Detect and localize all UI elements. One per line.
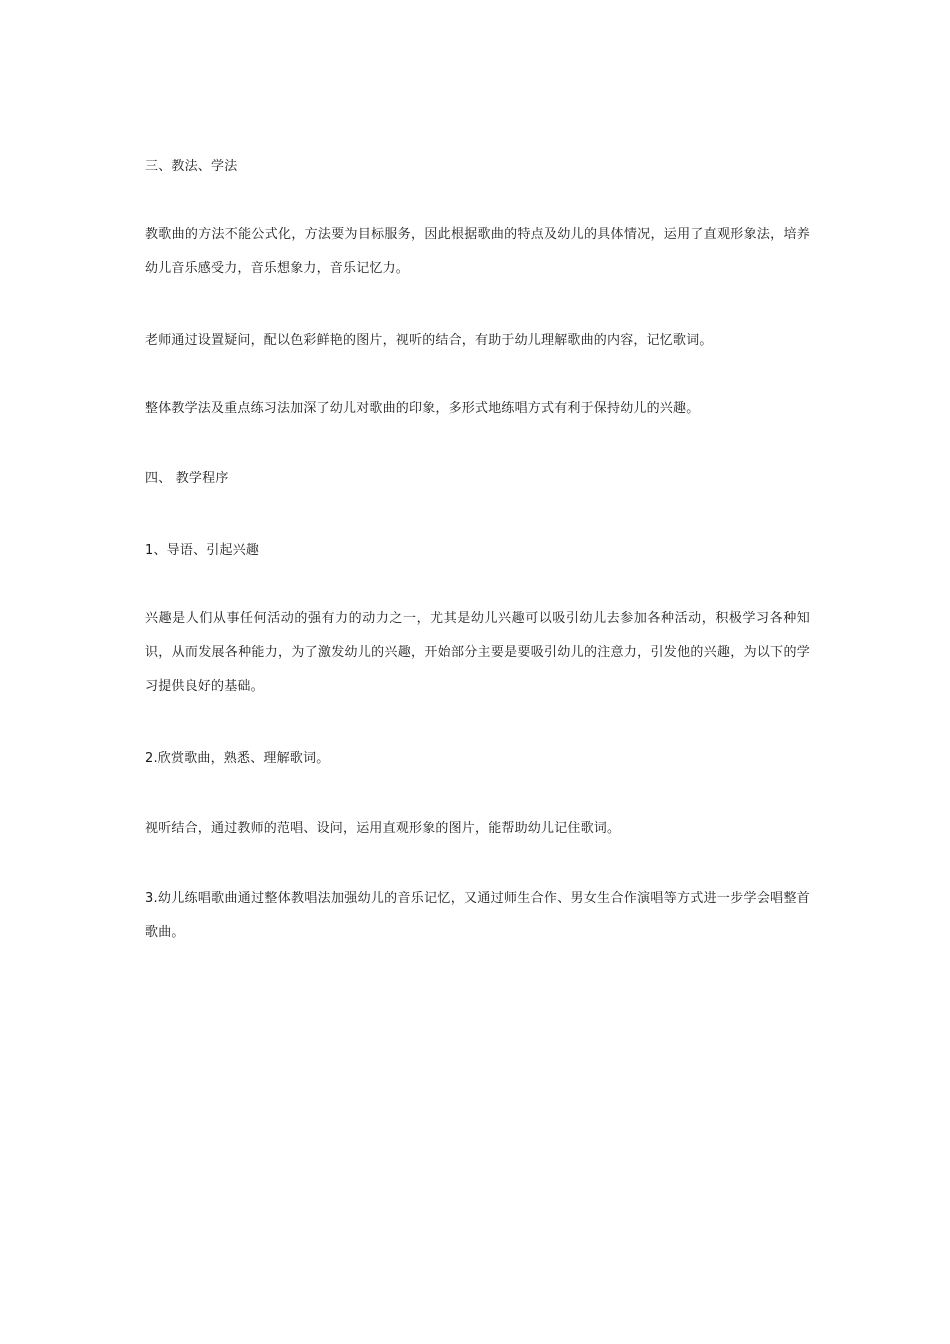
section-3-paragraph-2: 老师通过设置疑问，配以色彩鲜艳的图片，视听的结合，有助于幼儿理解歌曲的内容，记忆歌词。 (145, 333, 713, 348)
section-4-item-1-heading: 1、导语、引起兴趣 (145, 543, 260, 558)
section-4-item-3-paragraph: 3.幼儿练唱歌曲通过整体教唱法加强幼儿的音乐记忆，又通过师生合作、男女生合作演唱等方式进一步学会唱整首歌曲。 (145, 891, 810, 940)
section-4-item-1-paragraph: 兴趣是人们从事任何活动的强有力的动力之一，尤其是幼儿兴趣可以吸引幼儿去参加各种活动，积极学习各种知识，从而发展各种能力，为了激发幼儿的兴趣，开始部分主要是要吸引幼儿的注意力，引发他的兴趣，为以下的学习提供良好的基础。 (145, 611, 810, 694)
section-4-item-2-heading: 2.欣赏歌曲，熟悉、理解歌词。 (145, 751, 330, 766)
section-3-heading: 三、教法、学法 (145, 159, 238, 174)
section-3-paragraph-1: 教歌曲的方法不能公式化，方法要为目标服务，因此根据歌曲的特点及幼儿的具体情况，运用了直观形象法，培养幼儿音乐感受力，音乐想象力，音乐记忆力。 (145, 227, 810, 276)
section-4-item-2-paragraph: 视听结合，通过教师的范唱、设问，运用直观形象的图片，能帮助幼儿记住歌词。 (145, 821, 621, 836)
section-4-heading: 四、 教学程序 (145, 471, 229, 486)
section-3-paragraph-3: 整体教学法及重点练习法加深了幼儿对歌曲的印象，多形式地练唱方式有利于保持幼儿的兴趣。 (145, 401, 700, 416)
